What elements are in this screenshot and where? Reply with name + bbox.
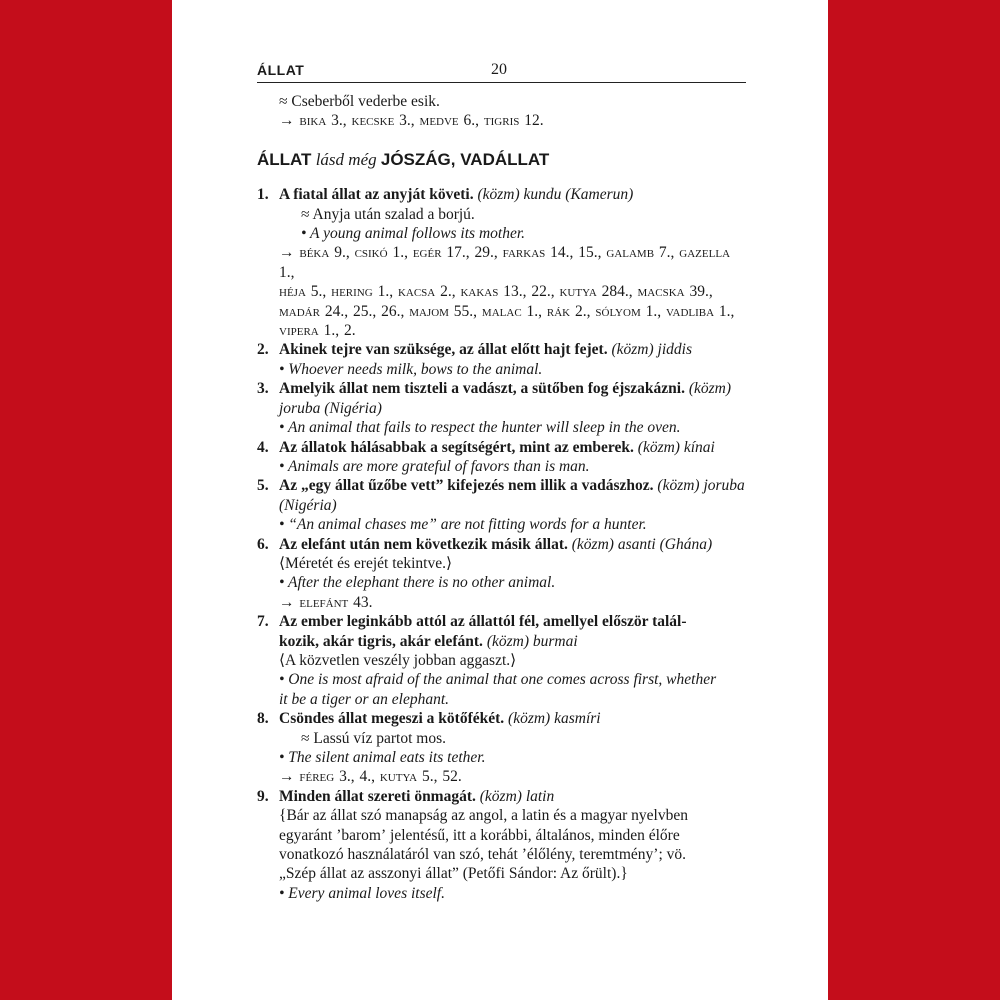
translation: • Animals are more grateful of favors than is man. (279, 457, 590, 475)
proverb-text: Az „egy állat űzőbe vett” kifejezés nem illik a vadászhoz. (közm) joruba (Nigéria) (279, 477, 745, 514)
translation: • Every animal loves itself. (279, 884, 445, 902)
proverb-text: Minden állat szereti önmagát. (közm) latin (279, 787, 555, 805)
translation: • One is most afraid of the animal that one comes across first, whether (279, 671, 717, 689)
intro-equivalent: ≈ Cseberből vederbe esik. (279, 93, 440, 110)
entry-number: 8. (257, 710, 269, 728)
proverb-text: Akinek tejre van szüksége, az állat előtt hajt fejet. (közm) jiddis (279, 341, 692, 359)
cross-reference: → féreg 3., 4., kutya 5., 52. (279, 768, 462, 786)
proverb-text: Az állatok hálásabbak a segítségért, mint az emberek. (közm) kínai (279, 438, 715, 456)
proverb-text: Az elefánt után nem következik másik állat. (közm) asanti (Ghána) (279, 535, 713, 553)
cross-reference: vipera 1., 2. (279, 322, 356, 340)
entry-number: 6. (257, 535, 269, 553)
cross-reference: madár 24., 25., 26., majom 55., malac 1., rák 2., sólyom 1., vadliba 1., (279, 302, 735, 320)
explanatory-note: ⟨Méretét és erejét tekintve.⟩ (279, 554, 453, 572)
translation: • An animal that fails to respect the hunter will sleep in the oven. (279, 419, 681, 437)
equivalent: ≈ Anyja után szalad a borjú. (301, 205, 475, 223)
proverb-entry (257, 612, 749, 709)
cross-reference: → béka 9., csikó 1., egér 17., 29., farkas 14., 15., galamb 7., gazella 1., (279, 244, 731, 281)
proverb-entry (257, 787, 749, 903)
proverb-entry (257, 379, 749, 437)
explanatory-note: ⟨A közvetlen veszély jobban aggaszt.⟩ (279, 651, 517, 669)
entry-number: 1. (257, 186, 269, 204)
translation: • “An animal chases me” are not fitting words for a hunter. (279, 516, 647, 534)
entry-heading (257, 150, 749, 169)
cross-reference: → elefánt 43. (279, 593, 373, 611)
proverb-text: Csöndes állat megeszi a kötőfékét. (közm) kasmíri (279, 710, 601, 728)
entry-number: 4. (257, 438, 269, 456)
proverb-entry (257, 340, 749, 379)
explanatory-note: egyaránt ʼbaromʼ jelentésű, itt a korábbi, általános, minden élőre (279, 826, 680, 844)
proverb-entry (257, 535, 749, 613)
proverb-entry (257, 438, 749, 477)
running-header (257, 60, 746, 83)
intro-cross-reference: → bika 3., kecske 3., medve 6., tigris 12. (279, 112, 544, 130)
entry-number: 3. (257, 380, 269, 398)
dictionary-content (257, 92, 749, 903)
heading-headword: ÁLLAT (257, 149, 312, 169)
entry-number: 2. (257, 341, 269, 359)
explanatory-note: {Bár az állat szó manapság az angol, a latin és a magyar nyelvben (279, 807, 688, 825)
proverb-entry (257, 709, 749, 787)
translation: it be a tiger or an elephant. (279, 690, 450, 708)
translation: • After the elephant there is no other animal. (279, 574, 556, 592)
entry-number: 5. (257, 477, 269, 495)
translation: • A young animal follows its mother. (301, 225, 526, 243)
proverb-entry (257, 185, 749, 340)
book-page (172, 0, 828, 1000)
cross-reference: héja 5., hering 1., kacsa 2., kakas 13., 22., kutya 284., macska 39., (279, 283, 713, 301)
proverb-text: Az ember leginkább attól az állattól fél, amellyel először talál- (279, 613, 687, 631)
equivalent: ≈ Lassú víz partot mos. (301, 729, 446, 747)
explanatory-note: vonatkozó használatáról van szó, tehát ʼélőlény, teremtményʼ; vö. (279, 846, 687, 864)
heading-see-also: lásd még (315, 149, 377, 169)
translation: • Whoever needs milk, bows to the animal. (279, 360, 543, 378)
proverb-text: A fiatal állat az anyját követi. (közm) kundu (Kamerun) (279, 186, 634, 204)
entry-number: 9. (257, 787, 269, 805)
heading-related: JÓSZÁG, VADÁLLAT (380, 149, 550, 169)
explanatory-note: „Szép állat az asszonyi állat” (Petőfi Sándor: Az őrült).} (279, 865, 628, 883)
proverb-entry (257, 476, 749, 534)
page-number: 20 (491, 61, 507, 78)
proverb-text: Amelyik állat nem tiszteli a vadászt, a sütőben fog éjszakázni. (közm) joruba (Nigéria) (279, 380, 732, 417)
header-headword: ÁLLAT (257, 62, 305, 78)
proverb-text: kozik, akár tigris, akár elefánt. (közm) burmai (279, 632, 578, 650)
entry-number: 7. (257, 613, 269, 631)
translation: • The silent animal eats its tether. (279, 749, 486, 766)
